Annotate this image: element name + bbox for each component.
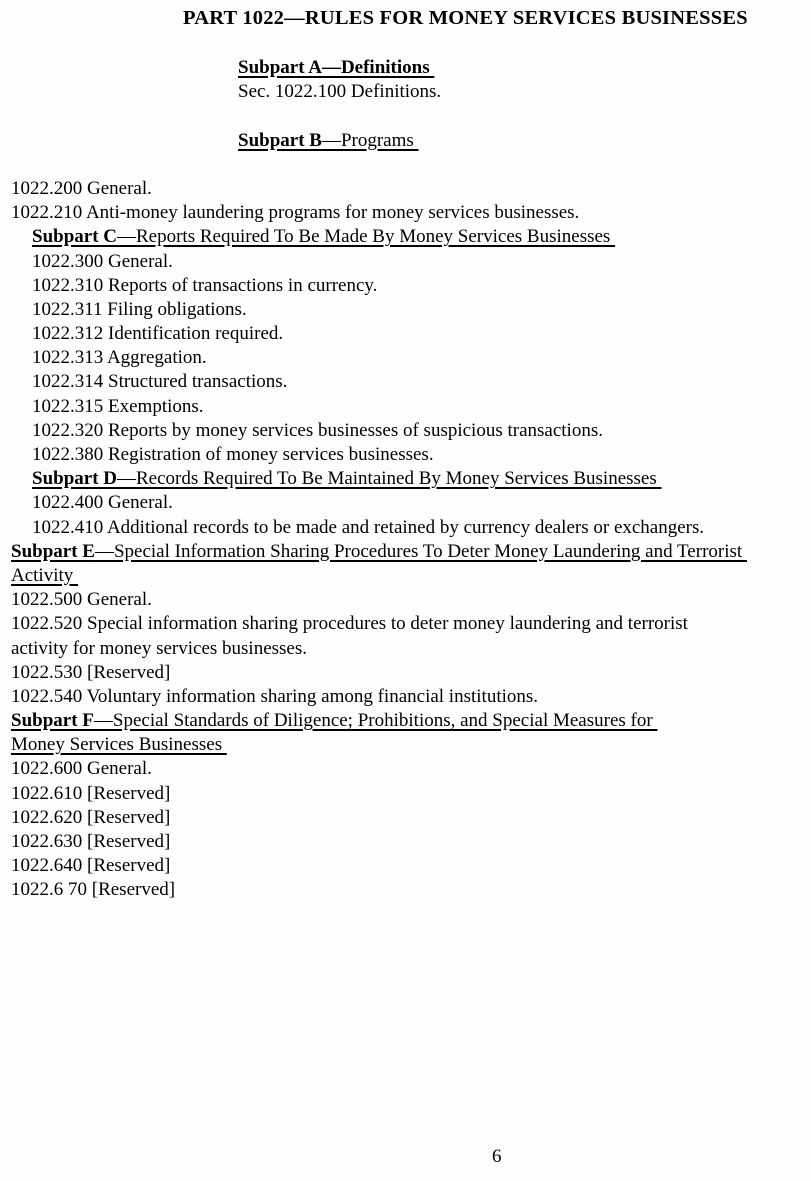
toc-entry-1022-610: 1022.610 [Reserved] bbox=[11, 782, 171, 804]
toc-entry-1022-311: 1022.311 Filing obligations. bbox=[32, 298, 247, 320]
toc-entry-1022-315: 1022.315 Exemptions. bbox=[32, 395, 204, 417]
subpart-d-heading: Subpart D—Records Required To Be Maintained By Money Services Businesses bbox=[32, 468, 662, 490]
toc-entry-1022-520-line2: activity for money services businesses. bbox=[11, 637, 308, 659]
toc-entry-1022-620: 1022.620 [Reserved] bbox=[11, 806, 171, 828]
blank-line bbox=[0, 153, 811, 177]
table-of-contents bbox=[0, 56, 811, 903]
toc-entry-1022-540: 1022.540 Voluntary information sharing among financial institutions. bbox=[11, 685, 539, 707]
document-title: PART 1022—RULES FOR MONEY SERVICES BUSINESSES bbox=[183, 7, 748, 29]
subpart-f-heading-line1: Subpart F—Special Standards of Diligence; Prohibitions, and Special Measures for bbox=[11, 710, 658, 732]
toc-entry-1022-640: 1022.640 [Reserved] bbox=[11, 855, 171, 877]
subpart-e-heading-line1: Subpart E—Special Information Sharing Procedures To Deter Money Laundering and Terrorist bbox=[11, 540, 747, 562]
toc-entry-1022-630: 1022.630 [Reserved] bbox=[11, 831, 171, 852]
toc-entry-1022-530: 1022.530 [Reserved] bbox=[11, 661, 171, 683]
sec-1022-100-entry: Sec. 1022.100 Definitions. bbox=[238, 81, 442, 103]
blank-line bbox=[0, 104, 811, 128]
toc-entry-1022-520-line1: 1022.520 Special information sharing procedures to deter money laundering and terrorist bbox=[11, 613, 688, 635]
page-number: 6 bbox=[492, 1146, 502, 1167]
subpart-b-heading: Subpart B—Programs bbox=[238, 129, 419, 151]
toc-entry-1022-500: 1022.500 General. bbox=[11, 589, 152, 611]
toc-entry-1022-410: 1022.410 Additional records to be made and retained by currency dealers or exchangers. bbox=[32, 516, 705, 538]
toc-entry-1022-210: 1022.210 Anti-money laundering programs for money services businesses. bbox=[11, 202, 580, 224]
toc-entry-1022-310: 1022.310 Reports of transactions in currency. bbox=[32, 274, 378, 296]
toc-entry-1022-320: 1022.320 Reports by money services businesses of suspicious transactions. bbox=[32, 419, 603, 441]
toc-entry-1022-313: 1022.313 Aggregation. bbox=[32, 347, 207, 369]
toc-entry-1022-314: 1022.314 Structured transactions. bbox=[32, 371, 288, 393]
subpart-a-heading: Subpart A—Definitions bbox=[238, 57, 435, 78]
subpart-f-heading-line2: Money Services Businesses bbox=[11, 734, 227, 756]
toc-entry-1022-380: 1022.380 Registration of money services businesses. bbox=[32, 444, 434, 465]
toc-entry-1022-400: 1022.400 General. bbox=[32, 492, 173, 514]
toc-entry-1022-670: 1022.6 70 [Reserved] bbox=[11, 879, 176, 901]
toc-entry-1022-300: 1022.300 General. bbox=[32, 250, 173, 272]
subpart-e-heading-line2: Activity bbox=[11, 564, 79, 586]
toc-entry-1022-600: 1022.600 General. bbox=[11, 758, 152, 780]
toc-entry-1022-200: 1022.200 General. bbox=[11, 177, 152, 199]
subpart-c-heading: Subpart C—Reports Required To Be Made By Money Services Businesses bbox=[32, 226, 616, 248]
toc-entry-1022-312: 1022.312 Identification required. bbox=[32, 323, 284, 345]
